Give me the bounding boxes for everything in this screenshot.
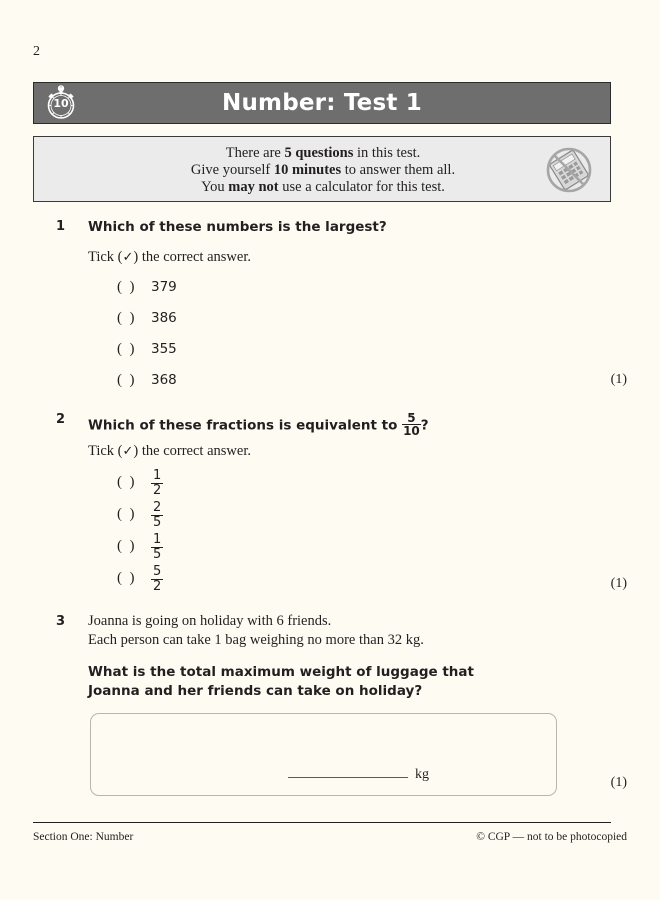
question-1-marks: (1)	[610, 372, 627, 387]
question-2-prompt: Which of these fractions is equivalent to $\frac{5}{10}$ ?	[88, 411, 429, 439]
question-1-instruction: Tick (✓) the correct answer.	[88, 249, 251, 265]
question-3-context-line-1: Joanna is going on holiday with 6 friends.	[88, 613, 332, 629]
option-checkbox[interactable]: ( )	[117, 474, 135, 491]
question-1-option-3[interactable]: ( ) 355	[117, 341, 177, 357]
stopwatch-icon	[42, 84, 80, 122]
question-2-prompt-fraction: $\frac{5}{10}$	[403, 411, 420, 439]
instructions-line-3: You may not use a calculator for this test.	[201, 179, 445, 195]
question-2-number: 2	[56, 412, 66, 427]
question-2-instruction: Tick (✓) the correct answer.	[88, 443, 251, 459]
no-calculator-icon	[542, 143, 596, 197]
question-3-number: 3	[56, 614, 66, 629]
footer-divider	[33, 822, 611, 823]
question-1-prompt: Which of these numbers is the largest?	[88, 219, 387, 235]
option-checkbox[interactable]: ( )	[117, 570, 135, 587]
question-3-prompt-line-1: What is the total maximum weight of luggage that	[88, 664, 474, 680]
option-fraction: $\frac{2}{5}$	[153, 500, 162, 530]
option-checkbox[interactable]: ( )	[117, 341, 135, 357]
question-2-option-4[interactable]	[117, 565, 163, 593]
answer-unit-label: kg	[415, 767, 429, 782]
question-3-prompt	[88, 663, 474, 701]
option-fraction: $\frac{1}{5}$	[153, 532, 162, 562]
page-number: 2	[33, 44, 40, 59]
question-1-option-2[interactable]: ( ) 386	[117, 310, 177, 326]
instructions-text	[34, 145, 612, 196]
instructions-line-2: Give yourself 10 minutes to answer them all.	[190, 162, 456, 178]
tick-glyph-icon: ✓	[122, 250, 134, 265]
question-3-marks: (1)	[610, 775, 627, 790]
instructions-line-1: There are 5 questions in this test.	[225, 145, 421, 161]
question-2-option-3[interactable]	[117, 533, 163, 561]
page-title: Number: Test 1	[222, 90, 422, 116]
question-2-option-1[interactable]	[117, 469, 163, 497]
answer-line	[288, 777, 408, 778]
question-3-context-line-2: Each person can take 1 bag weighing no more than 32 kg.	[88, 632, 424, 648]
question-3-answer-box[interactable]	[90, 713, 557, 796]
question-1-number: 1	[56, 219, 66, 234]
instructions-panel	[33, 136, 611, 202]
tick-glyph-icon: ✓	[122, 444, 134, 459]
question-3-context	[88, 612, 424, 650]
option-fraction: $\frac{1}{2}$	[153, 468, 162, 498]
question-2-marks: (1)	[610, 576, 627, 591]
question-1-option-4[interactable]: ( ) 368	[117, 372, 177, 388]
option-checkbox[interactable]: ( )	[117, 538, 135, 555]
question-1-option-1[interactable]: ( ) 379	[117, 279, 177, 295]
stopwatch-minutes: 10	[53, 97, 69, 110]
option-fraction: $\frac{5}{2}$	[153, 564, 162, 594]
option-checkbox[interactable]: ( )	[117, 372, 135, 388]
option-checkbox[interactable]: ( )	[117, 310, 135, 326]
question-2-option-2[interactable]	[117, 501, 163, 529]
question-3-prompt-line-2: Joanna and her friends can take on holiday?	[88, 683, 423, 699]
option-checkbox[interactable]: ( )	[117, 279, 135, 295]
test-title-bar	[33, 82, 611, 124]
option-checkbox[interactable]: ( )	[117, 506, 135, 523]
footer-copyright: © CGP — not to be photocopied	[476, 831, 627, 843]
footer-section-label: Section One: Number	[33, 831, 134, 843]
